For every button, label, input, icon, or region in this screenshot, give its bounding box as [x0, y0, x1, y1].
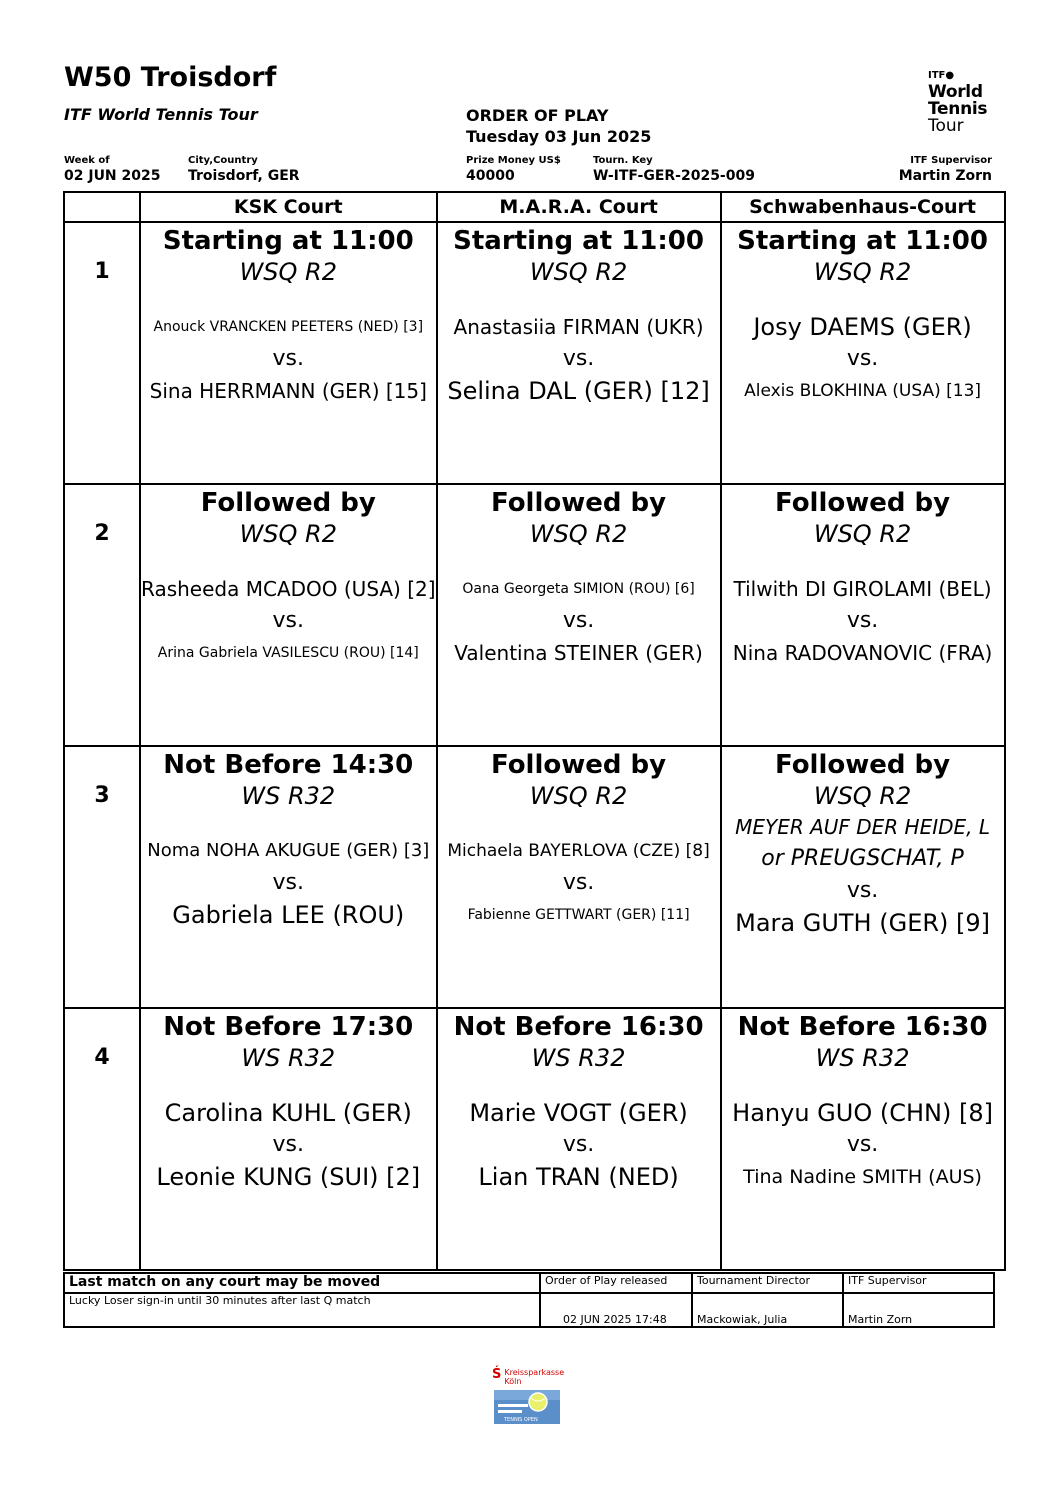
itf-world-tennis-tour-logo: ITF● World Tennis Tour: [928, 64, 998, 135]
order-of-play-date: Tuesday 03 Jun 2025: [466, 127, 652, 146]
match-round: WSQ R2: [529, 520, 628, 548]
meta-city: [188, 155, 300, 185]
logo-line-tennis: Tennis: [928, 99, 988, 119]
tour-subtitle: ITF World Tennis Tour: [64, 105, 258, 124]
player-1-alternative-b: or PREUGSCHAT, P: [761, 846, 964, 871]
match-time: Followed by: [490, 488, 667, 518]
footer-note-last-match: Last match on any court may be moved: [64, 1273, 540, 1293]
player-1: Rasheeda MCADOO (USA) [2]: [141, 577, 436, 601]
versus: vs.: [272, 870, 305, 895]
match-round: WSQ R2: [239, 258, 337, 286]
kreissparkasse-logo: [492, 1368, 564, 1386]
order-of-play-label: ORDER OF PLAY: [466, 106, 609, 125]
versus: vs.: [562, 346, 595, 371]
match-cell: [140, 484, 437, 746]
sponsor-logos: [492, 1368, 564, 1430]
match-time: Starting at 11:00: [737, 226, 988, 256]
player-2: Mara GUTH (GER) [9]: [735, 909, 991, 937]
row-number: 4: [64, 1008, 140, 1270]
meta-prize: [466, 155, 561, 185]
player-2: Arina Gabriela VASILESCU (ROU) [14]: [157, 645, 419, 661]
footer-released-value: 02 JUN 2025 17:48: [540, 1293, 692, 1327]
match-time: Not Before 14:30: [163, 750, 414, 780]
match-round: WSQ R2: [813, 782, 912, 810]
bank-name-line2: Köln: [504, 1377, 522, 1386]
match-cell: [140, 746, 437, 1008]
player-1: Carolina KUHL (GER): [164, 1099, 412, 1127]
match-time: Not Before 16:30: [453, 1012, 704, 1042]
meta-week-value: 02 JUN 2025: [64, 168, 161, 184]
meta-city-label: City,Country: [188, 155, 258, 166]
match-round: WSQ R2: [813, 520, 912, 548]
match-round: WS R32: [241, 782, 336, 810]
match-round: WSQ R2: [813, 258, 912, 286]
tournament-banner-icon: [492, 1386, 562, 1426]
versus: vs.: [272, 1132, 305, 1157]
meta-key-label: Tourn. Key: [593, 155, 653, 166]
row-number: 2: [64, 484, 140, 746]
match-time: Not Before 16:30: [737, 1012, 988, 1042]
player-1: Josy DAEMS (GER): [753, 313, 972, 341]
meta-supervisor-value: Martin Zorn: [898, 168, 992, 184]
versus: vs.: [846, 878, 879, 903]
row-number: 3: [64, 746, 140, 1008]
player-2: Gabriela LEE (ROU): [172, 901, 405, 929]
player-2: Valentina STEINER (GER): [454, 641, 703, 665]
meta-supervisor: [899, 155, 992, 185]
versus: vs.: [562, 608, 595, 633]
match-round: WSQ R2: [529, 258, 628, 286]
player-2: Leonie KUNG (SUI) [2]: [156, 1163, 421, 1191]
match-round: WS R32: [241, 1044, 336, 1072]
match-time: Followed by: [774, 488, 951, 518]
player-1-alternative-a: MEYER AUF DER HEIDE, L: [735, 815, 991, 839]
versus: vs.: [272, 608, 305, 633]
banner-text: TENNIS OPEN: [504, 1417, 538, 1423]
player-1: Tilwith DI GIROLAMI (BEL): [733, 577, 992, 601]
match-row: [64, 746, 1005, 1008]
court-header-ksk: KSK Court: [140, 192, 437, 222]
footer-table: [63, 1272, 995, 1328]
player-1: Michaela BAYERLOVA (CZE) [8]: [447, 841, 710, 861]
match-cell: [140, 1008, 437, 1270]
order-of-play-heading: [466, 105, 651, 147]
sparkasse-s-icon: Ś: [492, 1367, 502, 1382]
match-row: [64, 484, 1005, 746]
match-time: Followed by: [490, 750, 667, 780]
versus: vs.: [562, 1132, 595, 1157]
player-1: Marie VOGT (GER): [469, 1099, 688, 1127]
match-time: Starting at 11:00: [162, 226, 414, 256]
match-cell: [437, 746, 721, 1008]
footer-supervisor-value: Martin Zorn: [843, 1293, 994, 1327]
meta-tourn-key: [593, 155, 755, 185]
bank-name-line1: Kreissparkasse: [504, 1368, 565, 1377]
court-header-mara: M.A.R.A. Court: [437, 192, 721, 222]
player-1: Hanyu GUO (CHN) [8]: [732, 1099, 993, 1127]
footer-director-value: Mackowiak, Julia: [692, 1293, 843, 1327]
match-cell: [437, 1008, 721, 1270]
player-2: Tina Nadine SMITH (AUS): [743, 1166, 982, 1188]
player-2: Lian TRAN (NED): [478, 1163, 679, 1191]
match-row: [64, 222, 1005, 484]
player-1: Noma NOHA AKUGUE (GER) [3]: [147, 840, 430, 861]
versus: vs.: [846, 346, 879, 371]
logo-line-tour: Tour: [928, 116, 964, 136]
match-time: Not Before 17:30: [163, 1012, 414, 1042]
versus: vs.: [846, 1132, 879, 1157]
meta-prize-label: Prize Money US$: [466, 155, 561, 166]
match-cell: [437, 222, 721, 484]
tournament-title: W50 Troisdorf: [64, 62, 277, 93]
meta-week-label: Week of: [64, 155, 110, 166]
match-cell: [437, 484, 721, 746]
meta-prize-value: 40000: [466, 168, 515, 184]
player-2: Selina DAL (GER) [12]: [447, 377, 710, 405]
footer-note-lucky-loser: Lucky Loser sign-in until 30 minutes after last Q match: [64, 1293, 540, 1327]
match-time: Followed by: [200, 488, 376, 518]
player-2: Alexis BLOKHINA (USA) [13]: [744, 381, 982, 401]
meta-week: [64, 155, 161, 185]
footer-director-label: Tournament Director: [692, 1273, 843, 1293]
court-header-row: [64, 192, 1005, 222]
meta-key-value: W-ITF-GER-2025-009: [593, 168, 755, 184]
match-cell: [140, 222, 437, 484]
match-cell: [721, 746, 1005, 1008]
footer-supervisor-label: ITF Supervisor: [843, 1273, 994, 1293]
match-round: WS R32: [815, 1044, 910, 1072]
player-1: Anouck VRANCKEN PEETERS (NED) [3]: [153, 319, 424, 335]
versus: vs.: [272, 346, 305, 371]
match-cell: [721, 484, 1005, 746]
footer-released-label: Order of Play released: [540, 1273, 692, 1293]
player-2: Sina HERRMANN (GER) [15]: [149, 379, 427, 403]
corner-cell: [64, 192, 140, 222]
meta-supervisor-label: ITF Supervisor: [910, 155, 992, 166]
match-round: WSQ R2: [239, 520, 337, 548]
match-time: Followed by: [774, 750, 951, 780]
logo-itf-text: ITF: [928, 70, 946, 81]
versus: vs.: [846, 608, 879, 633]
player-2: Nina RADOVANOVIC (FRA): [732, 641, 993, 665]
order-of-play-grid: [63, 191, 1006, 1271]
match-row: [64, 1008, 1005, 1270]
match-round: WSQ R2: [529, 782, 628, 810]
meta-city-value: Troisdorf, GER: [188, 168, 300, 184]
match-round: WS R32: [531, 1044, 626, 1072]
player-1: Oana Georgeta SIMION (ROU) [6]: [462, 581, 695, 597]
player-1: Anastasiia FIRMAN (UKR): [453, 315, 704, 339]
court-header-schwabenhaus: Schwabenhaus-Court: [721, 192, 1005, 222]
match-cell: [721, 1008, 1005, 1270]
versus: vs.: [562, 870, 595, 895]
match-time: Starting at 11:00: [453, 226, 704, 256]
logo-line-world: World: [928, 82, 983, 102]
match-cell: [721, 222, 1005, 484]
row-number: 1: [64, 222, 140, 484]
player-2: Fabienne GETTWART (GER) [11]: [467, 907, 690, 923]
